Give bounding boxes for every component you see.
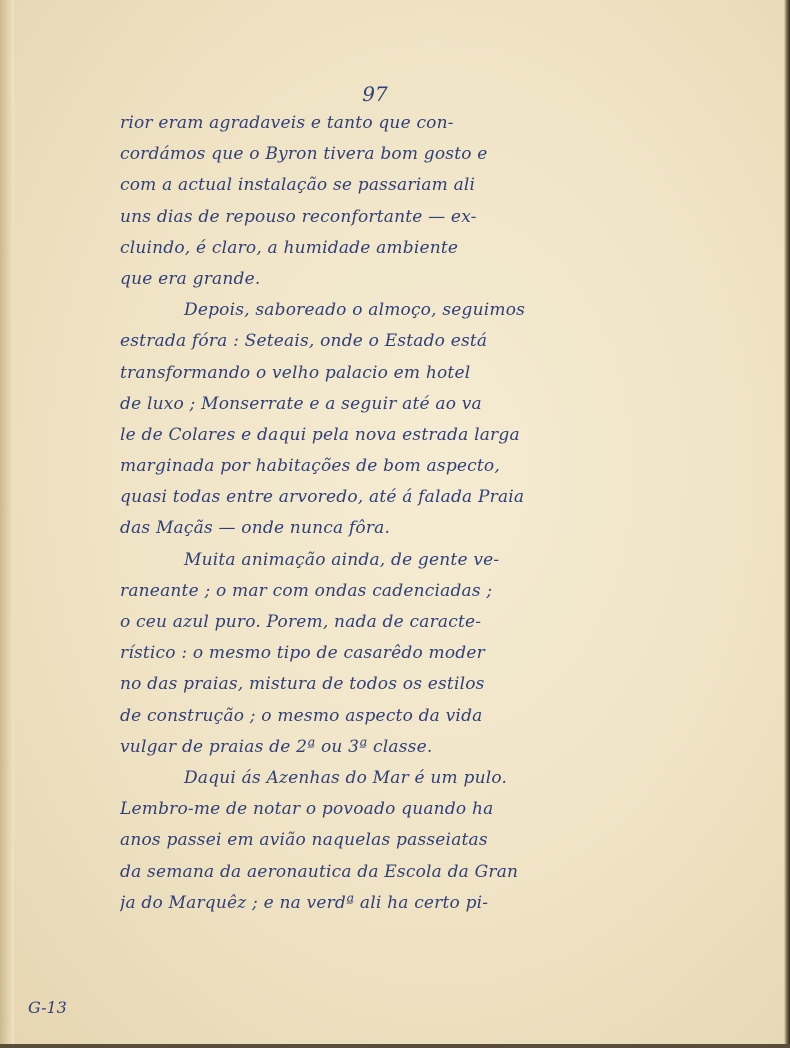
page-number: 97 — [362, 82, 388, 106]
text-line: no das praias, mistura de todos os estilos — [120, 674, 485, 695]
text-line: Depois, saboreado o almoço, seguimos — [184, 300, 526, 321]
text-line: da semana da aeronautica da Escola da Gran — [120, 861, 519, 882]
text-line: vulgar de praias de 2ª ou 3ª classe. — [120, 736, 433, 757]
text-line: ja do Marquêz ; e na verdª ali ha certo pi- — [120, 892, 489, 913]
text-line: quasi todas entre arvoredo, até á falada Praia — [120, 487, 525, 508]
text-line: com a actual instalação se passariam ali — [120, 175, 476, 196]
text-line: das Maçãs — onde nunca fôra. — [120, 518, 391, 539]
text-line: de construção ; o mesmo aspecto da vida — [120, 705, 483, 726]
text-line: uns dias de repouso reconfortante — ex- — [120, 206, 477, 227]
text-line: rístico : o mesmo tipo de casarêdo moder — [120, 643, 485, 664]
text-line: Daqui ás Azenhas do Mar é um pulo. — [184, 767, 508, 788]
text-line: estrada fóra : Seteais, onde o Estado está — [120, 331, 488, 352]
text-line: o ceu azul puro. Porem, nada de caracte- — [120, 612, 482, 632]
page-bottom-edge — [0, 1044, 790, 1048]
text-line: de luxo ; Monserrate e a seguir até ao va — [120, 393, 482, 414]
text-line: transformando o velho palacio em hotel — [120, 362, 471, 383]
text-line: que era grande. — [120, 268, 261, 289]
text-line: Muita animação ainda, de gente ve- — [184, 549, 500, 570]
text-line: le de Colares e daqui pela nova estrada larga — [120, 424, 520, 445]
text-line: cluindo, é claro, a humidade ambiente — [120, 237, 459, 258]
page-edge-shadow — [784, 0, 790, 1048]
text-line: raneante ; o mar com ondas cadenciadas ; — [120, 580, 493, 601]
text-line: cordámos que o Byron tivera bom gosto e — [120, 144, 488, 165]
text-line: marginada por habitações de bom aspecto, — [120, 456, 500, 477]
handwritten-text-block — [120, 108, 640, 919]
footer-sheet-mark: G-13 — [28, 998, 67, 1017]
book-spine-shadow — [0, 0, 14, 1048]
text-line: rior eram agradaveis e tanto que con- — [120, 113, 454, 133]
text-line: Lembro-me de notar o povoado quando ha — [120, 799, 494, 820]
text-line: anos passei em avião naquelas passeiatas — [120, 830, 488, 851]
